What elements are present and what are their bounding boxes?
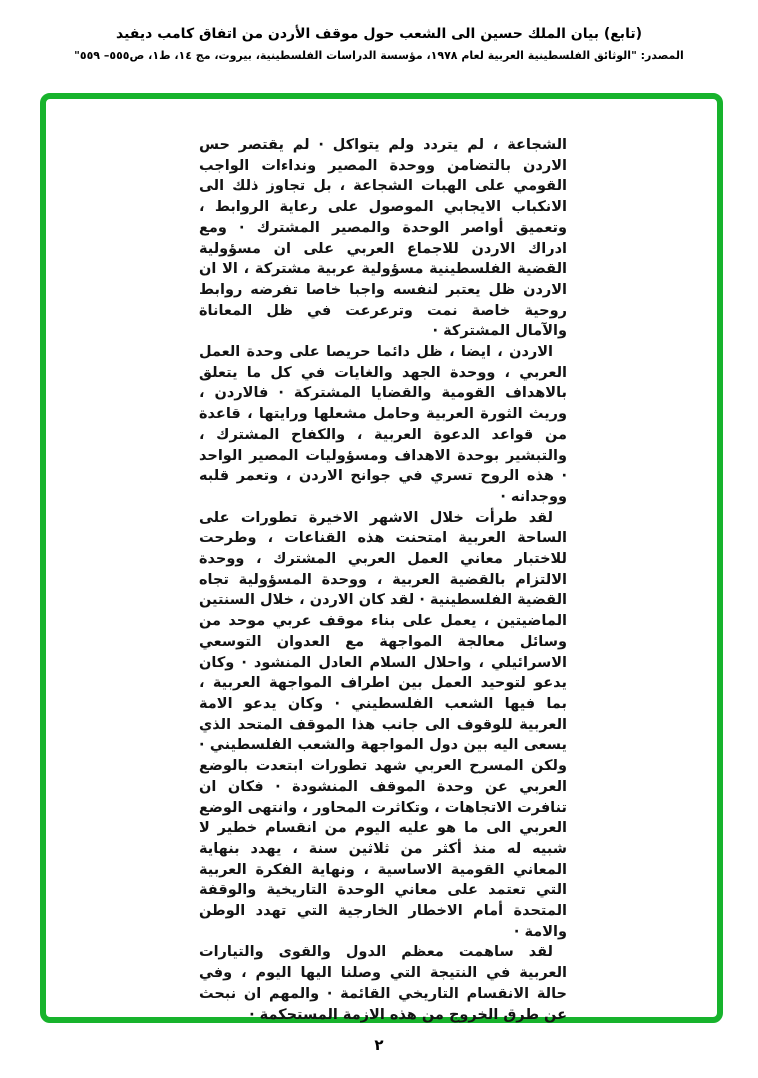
body-text (199, 135, 567, 1025)
paragraph: الشجاعة ، لم يتردد ولم يتواكل · لم يقتصر حس الاردن بالتضامن ووحدة المصير ونداءات الواجب القومي على الهبات الشجاعة ، بل تجاوز ذلك الى الانكباب الايجابي الموصول على رعاية الروابط ، وتعميق أواصر الوحدة والمصير المشترك · ومع ادراك الاردن للاجماع العربي على ان مسؤولية القضية الفلسطينية مسؤولية عربية مشتركة ، الا ان الاردن ظل يعتبر لنفسه واجبا خاصا تفرضه روابط روحية خاصة نمت وترعرعت في ظل المعاناة والآمال المشتركة · (199, 137, 567, 340)
text-frame (40, 93, 723, 1023)
paragraph: لقد طرأت خلال الاشهر الاخيرة تطورات على الساحة العربية امتحنت هذه القناعات ، وطرحت للاختبار معاني العمل العربي المشترك ، ووحدة الالتزام بالقضية العربية ، ووحدة المسؤولية تجاه القضية الفلسطينية · لقد كان الاردن ، خلال السنتين الماضيتين ، يعمل على بناء موقف عربي موحد من وسائل معالجة المواجهة مع العدوان التوسعي الاسرائيلي ، واحلال السلام العادل المنشود · وكان يدعو لتوحيد العمل بين اطراف المواجهة العربية ، بما فيها الشعب الفلسطيني · وكان يدعو الامة العربية للوقوف الى جانب هذا الموقف المتحد الذي يسعى اليه بين دول المواجهة والشعب الفلسطيني · ولكن المسرح العربي شهد تطورات ابتعدت بالوضع العربي عن وحدة الموقف المنشودة · فكان ان تنافرت الاتجاهات ، وتكاثرت المحاور ، وانتهى الوضع العربي الى ما هو عليه اليوم من انقسام خطير لا شبيه له منذ أكثر من ثلاثين سنة ، يهدد بنهاية المعاني القومية الاساسية ، ونهاية الفكرة العربية التي تعتمد على معاني الوحدة التاريخية والوقفة المتحدة أمام الاخطار الخارجية التي تهدد الوطن والامة · (199, 509, 567, 940)
page-header (0, 26, 758, 62)
paragraph: الاردن ، ايضا ، ظل دائما حريصا على وحدة العمل العربي ، ووحدة الجهد والغايات في كل ما يتعلق بالاهداف القومية والقضايا المشتركة · فالاردن ، وريث الثورة العربية وحامل مشعلها ورايتها ، قاعدة من قواعد الدعوة العربية ، والكفاح المشترك ، والتبشير بوحدة الاهداف ومسؤوليات المصير الواحد · هذه الروح تسري في جوانح الاردن ، وتعمر قلبه ووجدانه · (199, 344, 567, 505)
document-title: (تابع) بيان الملك حسين الى الشعب حول موقف الأردن من اتفاق كامب ديفيد (116, 26, 642, 42)
paragraph: لقد ساهمت معظم الدول والقوى والتيارات العربية في النتيجة التي وصلنا اليها اليوم ، وفي حالة الانقسام التاريخي القائمة · والمهم ان نبحث عن طرق الخروج من هذه الازمة المستحكمة · (199, 944, 567, 1023)
document-source: المصدر: "الوثائق الفلسطينية العربية لعام ١٩٧٨، مؤسسة الدراسات الفلسطينية، بيروت، مج ١٤، ط١، ص٥٥٥– ٥٥٩" (74, 49, 684, 62)
page-number: ٢ (374, 1036, 384, 1054)
